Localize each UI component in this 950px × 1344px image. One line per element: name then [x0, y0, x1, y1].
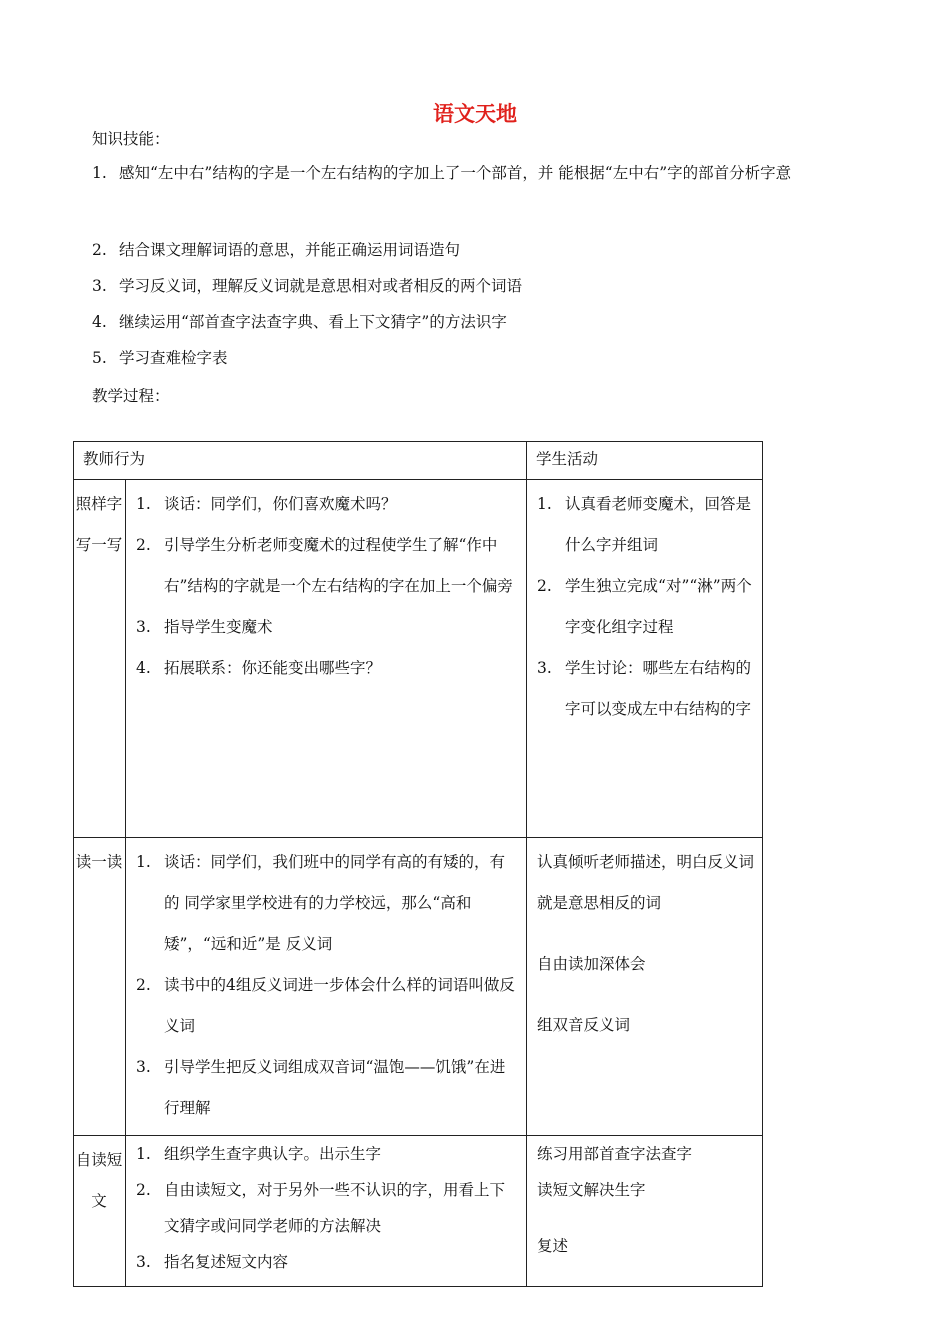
skill-number: 5. [92, 349, 107, 367]
teacher-list [126, 1136, 526, 1286]
student-list [527, 480, 762, 736]
teacher-list [126, 838, 526, 1135]
item-number: 1. [136, 1145, 151, 1163]
student-note: 认真倾听老师描述，明白反义词就是意思相反的词 [537, 853, 755, 912]
item-number: 3. [136, 1253, 151, 1271]
skill-number: 2. [92, 241, 107, 259]
item-number: 3. [136, 1058, 151, 1076]
list-item [537, 648, 754, 730]
item-text: 指名复述短文内容 [164, 1253, 289, 1271]
page-title: 语文天地 [433, 102, 517, 126]
item-number: 1. [537, 495, 552, 513]
item-number: 2. [136, 976, 151, 994]
lesson-table [73, 441, 763, 1287]
table-header-row [74, 442, 763, 480]
list-item [136, 1136, 518, 1172]
student-notes [527, 838, 762, 1052]
list-item [136, 484, 518, 525]
row-label-cell [74, 1136, 126, 1287]
item-text: 指导学生变魔术 [164, 618, 273, 636]
item-text: 认真看老师变魔术，回答是什么字并组词 [565, 495, 752, 554]
skills-heading: 知识技能： [92, 130, 170, 148]
item-text: 组织学生查字典认字。出示生字 [164, 1145, 382, 1163]
skill-number: 4. [92, 313, 107, 331]
table-row [74, 1136, 763, 1287]
student-notes [527, 1136, 762, 1270]
header-student-cell [527, 442, 763, 480]
item-text: 引导学生分析老师变魔术的过程使学生了解“作中右”结构的字就是一个左右结构的字在加上一个偏旁 [164, 536, 513, 595]
student-cell [527, 838, 763, 1136]
teacher-cell [126, 1136, 527, 1287]
list-item [136, 1047, 518, 1129]
skill-item-1 [92, 152, 882, 194]
row-label: 读一读 [75, 853, 123, 871]
item-number: 2. [136, 536, 151, 554]
row-label-cell [74, 480, 126, 838]
skill-text: 学习反义词，理解反义词就是意思相对或者相反的两个词语 [119, 277, 523, 295]
list-item [136, 965, 518, 1047]
teacher-cell [126, 480, 527, 838]
item-number: 1. [136, 495, 151, 513]
teacher-cell [126, 838, 527, 1136]
list-item [136, 607, 518, 648]
student-note: 读短文解决生字 [537, 1181, 646, 1199]
item-text: 谈话：同学们，你们喜欢魔术吗？ [164, 495, 397, 513]
list-item [136, 1244, 518, 1280]
item-text: 拓展联系：你还能变出哪些字？ [164, 659, 382, 677]
skill-item-5 [92, 337, 882, 379]
student-note: 复述 [537, 1237, 569, 1255]
header-student: 学生活动 [536, 450, 599, 468]
header-teacher-cell [74, 442, 527, 480]
list-item [136, 842, 518, 965]
skill-text: 学习查难检字表 [119, 349, 228, 367]
student-note: 自由读加深体会 [537, 955, 646, 973]
item-number: 3. [136, 618, 151, 636]
row-label-cell [74, 838, 126, 1136]
list-item [136, 525, 518, 607]
item-text: 引导学生把反义词组成双音词“温饱——饥饿”在进行理解 [164, 1058, 506, 1117]
row-label: 照样字写一写 [75, 495, 123, 554]
table-row [74, 480, 763, 838]
list-item [136, 648, 518, 689]
process-heading: 教学过程： [92, 387, 170, 405]
skill-text: 继续运用“部首查字法查字典、看上下文猜字”的方法识字 [119, 313, 507, 331]
teacher-list [126, 480, 526, 695]
item-text: 谈话：同学们，我们班中的同学有高的有矮的，有的 同学家里学校进有的力学校远，那么“高和矮”，“远和近”是 反义词 [164, 853, 506, 953]
row-label: 自读短文 [75, 1151, 123, 1210]
item-number: 1. [136, 853, 151, 871]
list-item [537, 484, 754, 566]
student-note: 组双音反义词 [537, 1016, 631, 1034]
skill-number: 1. [92, 164, 107, 182]
item-text: 学生讨论：哪些左右结构的字可以变成左中右结构的字 [565, 659, 752, 718]
item-number: 3. [537, 659, 552, 677]
student-note: 练习用部首查字法查字 [537, 1145, 693, 1163]
header-teacher: 教师行为 [83, 450, 146, 468]
item-text: 自由读短文，对于另外一些不认识的字，用看上下文猜字或问同学老师的方法解决 [164, 1181, 506, 1235]
student-cell [527, 1136, 763, 1287]
item-number: 2. [136, 1181, 151, 1199]
skill-text: 感知“左中右”结构的字是一个左右结构的字加上了一个部首，并 能根据“左中右”字的部首分析字意 [119, 164, 792, 182]
table-row [74, 838, 763, 1136]
student-cell [527, 480, 763, 838]
item-number: 2. [537, 577, 552, 595]
list-item [136, 1172, 518, 1244]
item-text: 读书中的4组反义词进一步体会什么样的词语叫做反义词 [164, 976, 515, 1035]
item-number: 4. [136, 659, 151, 677]
item-text: 学生独立完成“对”“淋”两个字变化组字过程 [565, 577, 752, 636]
skill-text: 结合课文理解词语的意思，并能正确运用词语造句 [119, 241, 461, 259]
skill-number: 3. [92, 277, 107, 295]
list-item [537, 566, 754, 648]
